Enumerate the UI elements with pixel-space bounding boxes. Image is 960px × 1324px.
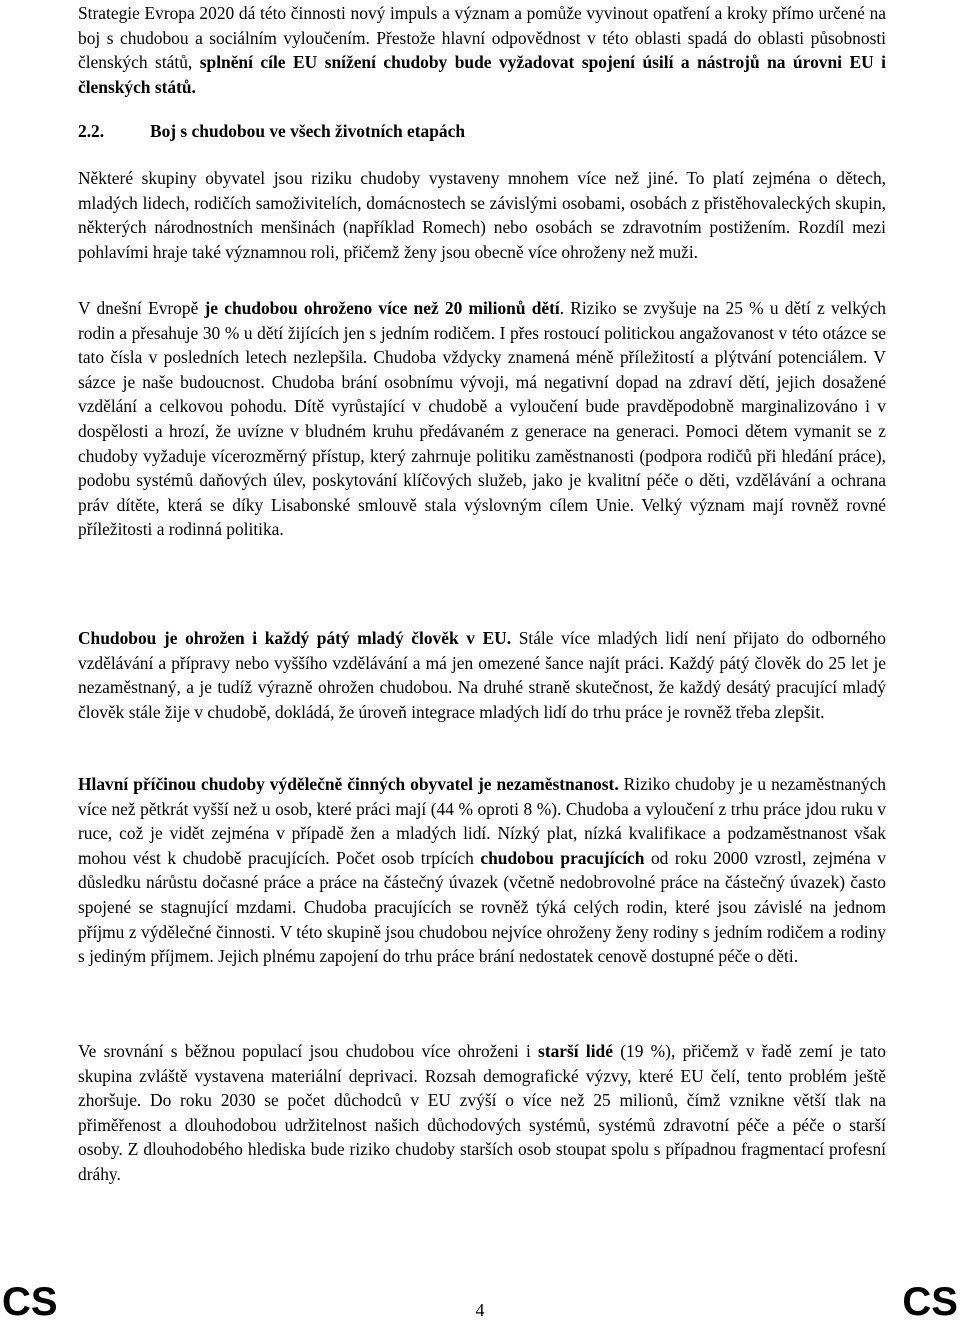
paragraph-vulnerable-groups: [78, 166, 886, 264]
paragraph-text: (19 %), přičemž v řadě zemí je tato skupina zvláště vystavena materiální deprivaci. Rozsah demografické výzvy, které EU čelí, tento problém ještě zhoršuje. Do roku 2030 se počet důchodců v EU zvýší o více než 25 milionů, čímž vznikne větší tlak na přiměřenost a dlouhodobou udržitelnost našich důchodových systémů, systémů zdravotní péče a péče o starší osoby. Z dlouhodobého hlediska bude riziko chudoby starších osob stoupat spolu s případnou fragmentací profesní dráhy.: [78, 1041, 886, 1184]
paragraph-bold-text: starší lidé: [538, 1041, 613, 1061]
section-number: 2.2.: [78, 121, 105, 141]
page-number: 4: [475, 1300, 485, 1320]
paragraph-text: Riziko chudoby je u nezaměstnaných více než pětkrát vyšší než u osob, které práci mají (44 % oproti 8 %). Chudoba a vyloučení z trhu práce jdou ruku v ruce, což je vidět zejména v případě žen a mladých lidí. Nízký plat, nízká kvalifikace a podzaměstnanost však mohou vést k chudobě pracujících. Počet osob trpících: [78, 774, 886, 868]
section-title: Boj s chudobou ve všech životních etapách: [150, 121, 465, 141]
footer-language-right: CS: [902, 1280, 958, 1324]
intro-text: Strategie Evropa 2020 dá této činnosti nový impuls a význam a pomůže vyvinout opatření a kroky přímo určené na boj s chudobou a sociálním vyloučením. Přestože hlavní odpovědnost v této oblasti spadá do oblasti působnosti členských států,: [78, 3, 886, 73]
paragraph-text: od roku 2000 vzrostl, zejména v důsledku nárůstu dočasné práce a práce na částečný úvazek (včetně nedobrovolné práce na částečný úvazek) často spojené se stagnující mzdami. Chudoba pracujících se rovněž týká celých rodin, které jsou závislé na jednom příjmu z výdělečné činnosti. V této skupině jsou chudobou nejvíce ohroženy ženy rodiny s jedním rodičem a rodiny s jediným příjmem. Jejich plnému zapojení do trhu práce brání nedostatek cenově dostupné péče o děti.: [78, 847, 886, 967]
intro-paragraph: [78, 1, 886, 99]
paragraph-children: [78, 296, 886, 542]
paragraph-text: . Riziko se zvyšuje na 25 % u dětí z velkých rodin a přesahuje 30 % u dětí žijících jen s jedním rodičem. I přes rostoucí politickou angažovanost v této otázce se tato čísla v posledních letech nezlepšila. Chudoba vždycky znamená méně příležitostí a plýtvání potenciálem. V sázce je naše budoucnost. Chudoba brání osobnímu vývoji, má negativní dopad na zdraví dětí, jejich dosažené vzdělání a celkovou pohodu. Dítě vyrůstající v chudobě a vyloučení bude pravděpodobně marginalizováno i v dospělosti a hrozí, že uvízne v bludném kruhu předávaném z generace na generaci. Pomoci dětem vymanit se z chudoby vyžaduje vícerozměrný přístup, který zahrnuje politiku zaměstnanosti (podpora rodičů při hledání práce), podobu systémů daňových úlev, poskytování klíčových služeb, jako je kvalitní péče o děti, vzdělávání a ochrana práv dítěte, která se díky Lisabonské smlouvě stala výslovným cílem Unie. Velký význam mají rovněž rovné příležitosti a rodinná politika.: [78, 298, 886, 540]
paragraph-text: V dnešní Evropě: [78, 298, 205, 318]
paragraph-text: Stále více mladých lidí není přijato do odborného vzdělávání a přípravy nebo vyššího vzdělávání a má jen omezené šance najít práci. Každý pátý člověk do 25 let je nezaměstnaný, a je tudíž výrazně ohrožen chudobou. Na druhé straně skutečnost, že každý desátý pracující mladý člověk stále žije v chudobě, dokládá, že úroveň integrace mladých lidí do trhu práce je rovněž třeba zlepšit.: [78, 628, 886, 722]
paragraph-bold-text: chudobou pracujících: [480, 847, 645, 868]
paragraph-text: Ve srovnání s běžnou populací jsou chudobou více ohroženi i: [78, 1041, 539, 1061]
paragraph-bold-text: Hlavní příčinou chudoby výdělečně činných obyvatel je nezaměstnanost.: [78, 774, 619, 794]
intro-bold-text: splnění cíle EU snížení chudoby bude vyžadovat spojení úsilí a nástrojů na úrovni EU i členských států.: [78, 52, 886, 97]
paragraph-elderly: [78, 1039, 886, 1187]
paragraph-bold-text: Chudobou je ohrožen i každý pátý mladý člověk v EU.: [78, 628, 512, 648]
paragraph-text: Některé skupiny obyvatel jsou riziku chudoby vystaveny mnohem více než jiné. To platí zejména o dětech, mladých lidech, rodičích samoživitelích, domácnostech se závislými osobami, osobách z přistěhovaleckých skupin, některých národnostních menšinách (například Romech) nebo osobách se zdravotním postižením. Rozdíl mezi pohlavími hraje také významnou roli, přičemž ženy jsou obecně více ohroženy než muži.: [78, 168, 886, 262]
section-heading: [78, 119, 886, 143]
paragraph-bold-text: je chudobou ohroženo více než 20 milionů dětí: [204, 298, 560, 318]
paragraph-unemployment: [78, 772, 886, 969]
footer-language-left: CS: [2, 1280, 58, 1324]
paragraph-young-people: [78, 626, 886, 724]
